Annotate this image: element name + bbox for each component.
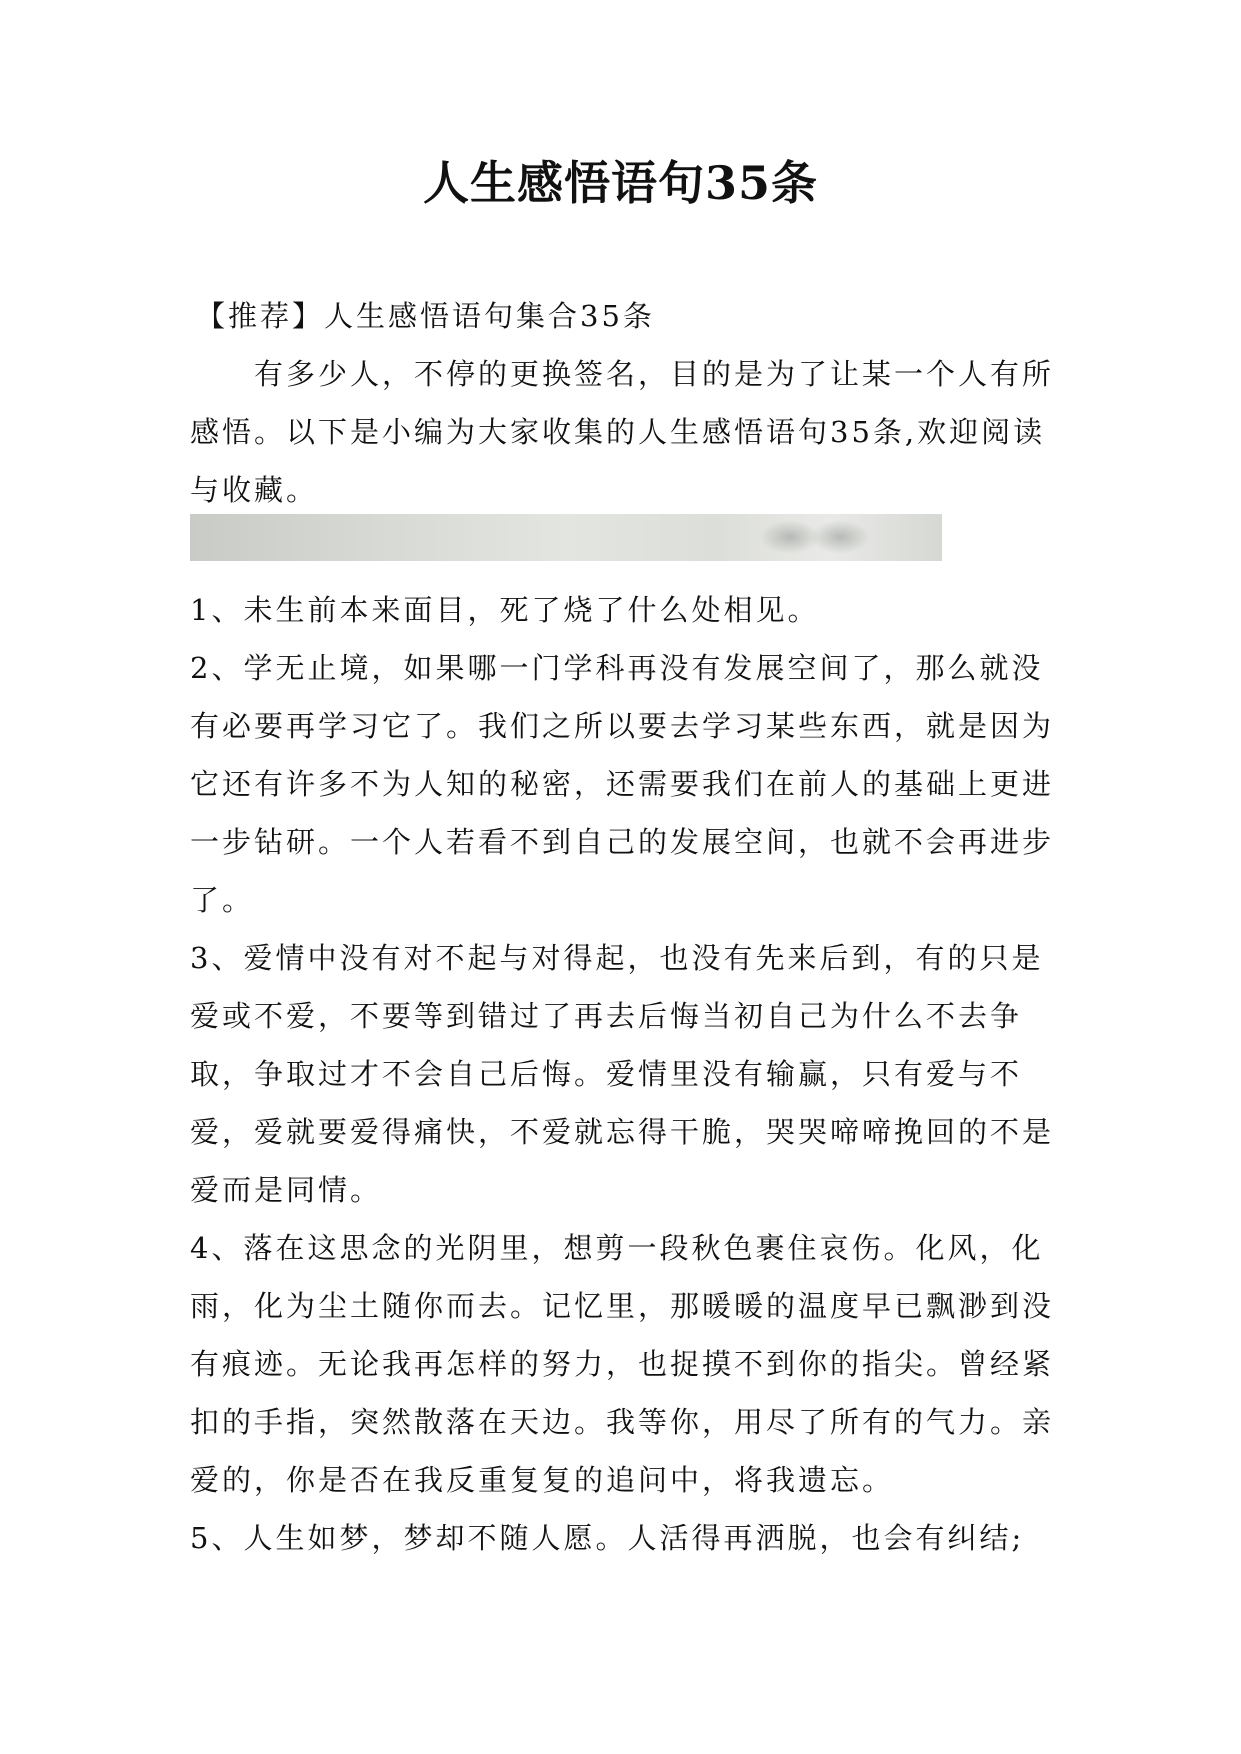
quote-item: 4、落在这思念的光阴里，想剪一段秋色裹住哀伤。化风，化雨，化为尘土随你而去。记忆里，那暖暖的温度早已飘渺到没有痕迹。无论我再怎样的努力，也捉摸不到你的指尖。曾经紧扣的手指，突然散落在天边。我等你，用尽了所有的气力。亲爱的，你是否在我反重复复的追问中，将我遗忘。: [190, 1231, 1055, 1497]
document-title: 人生感悟语句35条: [422, 156, 818, 210]
quote-item: 1、未生前本来面目，死了烧了什么处相见。: [190, 593, 820, 627]
document-subtitle: 【推荐】人生感悟语句集合35条: [196, 299, 655, 333]
article-image: [190, 514, 942, 561]
quote-item: 3、爱情中没有对不起与对得起，也没有先来后到，有的只是爱或不爱，不要等到错过了再去后悔当初自己为什么不去争取，争取过才不会自己后悔。爱情里没有输赢，只有爱与不爱，爱就要爱得痛快，不爱就忘得干脆，哭哭啼啼挽回的不是爱而是同情。: [190, 941, 1055, 1207]
quote-item: 2、学无止境，如果哪一门学科再没有发展空间了，那么就没有必要再学习它了。我们之所以要去学习某些东西，就是因为它还有许多不为人知的秘密，还需要我们在前人的基础上更进一步钻研。一个人若看不到自己的发展空间，也就不会再进步了。: [190, 651, 1055, 917]
quote-list: [190, 581, 1070, 1567]
intro-paragraph: [190, 345, 1070, 519]
image-detail: [810, 520, 870, 554]
quote-item: 5、人生如梦，梦却不随人愿。人活得再洒脱，也会有纠结;: [190, 1521, 1025, 1555]
intro-text: 有多少人，不停的更换签名，目的是为了让某一个人有所感悟。以下是小编为大家收集的人生感悟语句35条,欢迎阅读与收藏。: [190, 357, 1055, 507]
